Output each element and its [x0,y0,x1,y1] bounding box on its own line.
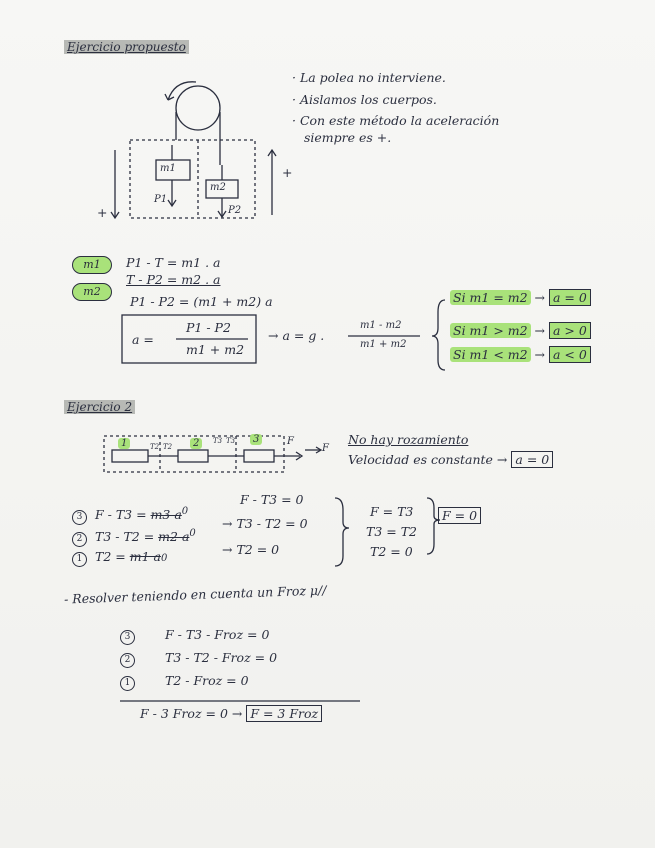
pulley-icon [176,86,220,130]
eq2-right-1: F = T3 [370,504,414,519]
eq2-left-1: 1 T2 = m1 a0 [72,549,167,567]
friction-title: - Resolver teniendo en cuenta un Froz μ// [63,582,327,607]
label-m2: m2 [210,182,226,193]
eq2-mid-3: → T2 = 0 [222,542,280,557]
eq2-mid-2: → T3 - T2 = 0 [222,516,308,531]
note-4: siempre es +. [304,130,392,145]
final-equation: F - 3 Froz = 0 → F = 3 Froz [140,706,322,721]
boxed-numerator: P1 - P2 [186,320,231,335]
eq2-mid-1: F - T3 = 0 [240,492,304,507]
note-3: · Con este método la aceleración [292,113,500,128]
section-title-propuesto: Ejercicio propuesto [64,40,189,54]
block-1-label: 1 [118,438,130,449]
eq2-left-3: 3 F - T3 = m3 $a^0$ [72,506,188,525]
force-t2a: T2 [150,443,160,451]
force-f2: F [322,443,329,454]
plus-left: + [97,205,108,220]
frac-numerator: m1 - m2 [360,320,402,331]
boxed-a-label: a = [132,332,154,347]
friction-eq-2: 2 T3 - T2 - Froz = 0 [120,650,277,668]
result-f-zero: F = 0 [438,508,481,523]
label-p2: P2 [228,205,242,216]
eq2-right-3: T2 = 0 [370,544,413,559]
force-f1: F [287,436,294,447]
force-t2b: T2 [163,443,173,451]
note-2: · Aislamos los cuerpos. [292,92,437,107]
a-equals-g: → a = g . [268,328,325,343]
label-m1: m1 [160,163,176,174]
force-t3b: T3 [226,437,236,445]
block-3-label: 3 [250,434,262,445]
block-2-label: 2 [190,438,202,449]
case-equal: Si m1 = m2 → a = 0 [450,290,591,305]
pill-m2: m2 [72,283,112,301]
eq2-right-2: T3 = T2 [366,524,418,539]
note-1: · La polea no interviene. [292,70,446,85]
eq-sum: P1 - P2 = (m1 + m2) a [130,294,273,309]
friction-eq-3: 3 F - T3 - Froz = 0 [120,627,269,645]
plus-right: + [282,165,293,180]
eq2-left-2: 2 T3 - T2 = m2 $a^0$ [72,528,196,547]
friction-eq-1: 1 T2 - Froz = 0 [120,673,249,691]
eq-m1: P1 - T = m1 . a [126,255,221,270]
frac-denominator: m1 + m2 [360,339,407,350]
section-title-ejercicio-2: Ejercicio 2 [64,400,135,414]
boxed-denominator: m1 + m2 [186,342,245,357]
label-p1: P1 [154,194,168,205]
note-constant-velocity: Velocidad es constante → a = 0 [348,452,553,467]
case-less: Si m1 < m2 → a < 0 [450,347,591,362]
force-t3a: T3 [213,437,223,445]
eq-m2: T - P2 = m2 . a [126,272,221,287]
case-greater: Si m1 > m2 → a > 0 [450,323,591,338]
pill-m1: m1 [72,256,112,274]
note-no-friction: No hay rozamiento [348,432,469,447]
